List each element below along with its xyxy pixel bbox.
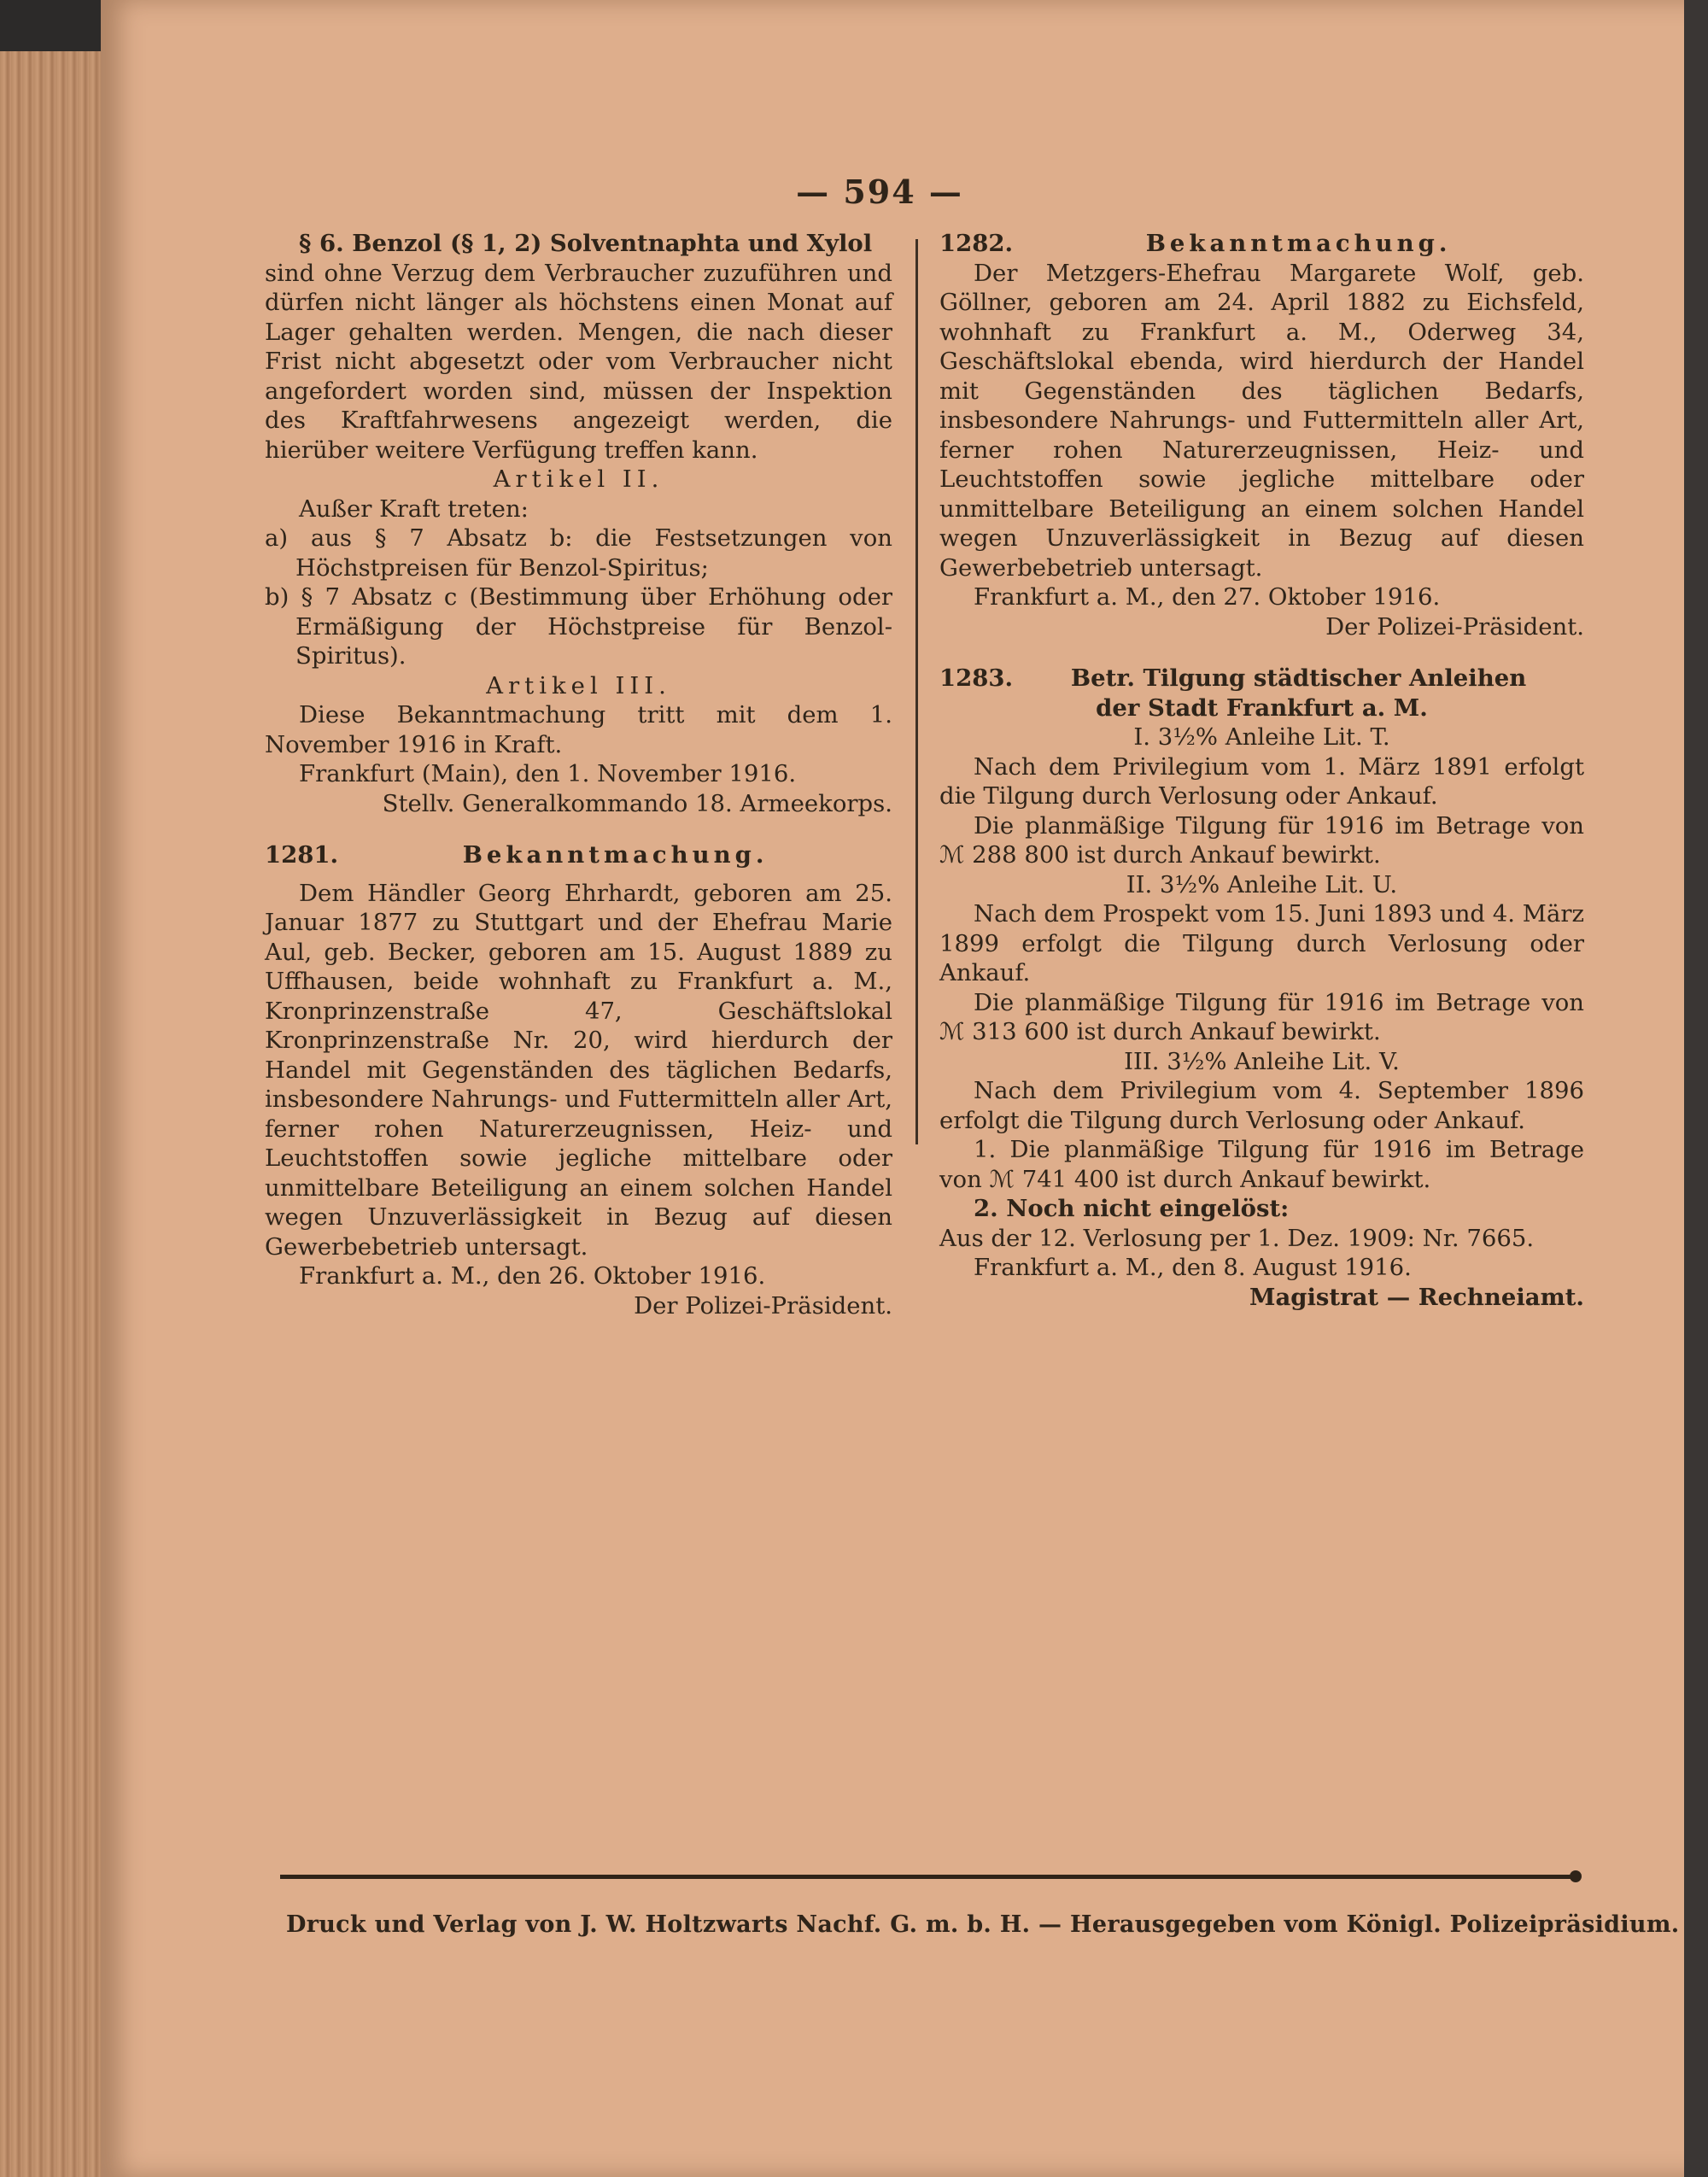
- left-column: [265, 229, 892, 1320]
- loan-t-paragraph-2: Die planmäßige Tilgung für 1916 im Betrage von ℳ 288 800 ist durch Ankauf bewirkt.: [939, 811, 1584, 869]
- notice-1282-body: Der Metzgers-Ehefrau Margarete Wolf, geb. Göllner, geboren am 24. April 1882 zu Eichsfeld, wohnhaft zu Frankfurt a. M., Oderweg 34, Geschäftslokal ebenda, wird hierdurch der Handel mit Gegenständen des täglichen Bedarfs, insbesondere Nahrungs- und Futtermitteln aller Art, ferner rohen Naturerzeugnissen, Heiz- und Leuchtstoffen sowie jegliche mittelbare oder unmittelbare Beteiligung an einem solchen Handel wegen Unzuverlässigkeit in Bezug auf diesen Gewerbebetrieb untersagt.: [939, 259, 1584, 582]
- notice-1283-number: 1283.: [939, 664, 1014, 692]
- notice-1283-signature: Magistrat — Rechneiamt.: [1249, 1283, 1584, 1311]
- loan-v-title: III. 3½% Anleihe Lit. V.: [1124, 1047, 1400, 1075]
- notice-1283-title: Betr. Tilgung städtischer Anleihen: [1070, 664, 1527, 692]
- notice-1281-signature: Der Polizei-Präsident.: [634, 1291, 892, 1320]
- notice-1283-subtitle: der Stadt Frankfurt a. M.: [1096, 693, 1428, 722]
- article-3-body: Diese Bekanntmachung tritt mit dem 1. November 1916 in Kraft.: [265, 701, 892, 758]
- notice-1281-date: Frankfurt a. M., den 26. Oktober 1916.: [299, 1262, 766, 1290]
- article-3-title: Artikel III.: [486, 671, 671, 699]
- notice-1282-title: Bekanntmachung.: [1145, 230, 1452, 257]
- notice-1282-signature: Der Polizei-Präsident.: [1325, 612, 1584, 641]
- scan-background-right: [1684, 0, 1708, 2177]
- article-2-item-a: a) aus § 7 Absatz b: die Festsetzungen von Höchstpreisen für Benzol-Spiritus;: [265, 524, 892, 582]
- loan-u-title: II. 3½% Anleihe Lit. U.: [1126, 870, 1398, 898]
- loan-v-paragraph-1: Nach dem Privilegium vom 4. September 1896 erfolgt die Tilgung durch Verlosung oder Ankauf.: [939, 1077, 1584, 1134]
- notice-1281-number: 1281.: [265, 841, 339, 869]
- loan-u-paragraph-2: Die planmäßige Tilgung für 1916 im Betrage von ℳ 313 600 ist durch Ankauf bewirkt.: [939, 988, 1584, 1045]
- article-2-intro: Außer Kraft treten:: [299, 495, 529, 523]
- notice-1282-date: Frankfurt a. M., den 27. Oktober 1916.: [974, 583, 1441, 611]
- loan-t-title: I. 3½% Anleihe Lit. T.: [1133, 723, 1390, 751]
- footer-rule: [280, 1875, 1580, 1879]
- article-3-signature: Stellv. Generalkommando 18. Armeekorps.: [382, 789, 892, 817]
- notice-1281-body: Dem Händler Georg Ehrhardt, geboren am 25. Januar 1877 zu Stuttgart und der Ehefrau Marie Aul, geb. Becker, geboren am 15. August 1889 zu Uffhausen, beide wohnhaft zu Frankfurt a. M., Kronprinzenstraße 47, Geschäftslokal Kronprinzenstraße Nr. 20, wird hierdurch der Handel mit Gegenständen des täglichen Bedarfs, insbesondere Nahrungs- und Futtermitteln aller Art, ferner rohen Naturerzeugnissen, Heiz- und Leuchtstoffen sowie jegliche mittelbare oder unmittelbare Beteiligung an einem solchen Handel wegen Unzuverlässigkeit in Bezug auf diesen Gewerbebetrieb untersagt.: [265, 879, 892, 1261]
- notice-1282-heading: [939, 229, 1584, 259]
- notice-1282-number: 1282.: [939, 230, 1014, 257]
- footer-rule-end-dot: [1570, 1870, 1582, 1882]
- notice-1281-heading: [265, 840, 892, 870]
- loan-v-paragraph-4: Aus der 12. Verlosung per 1. Dez. 1909: Nr. 7665.: [939, 1224, 1535, 1252]
- section-6-heading: § 6. Benzol (§ 1, 2) Solventnaphta und Xylol: [299, 230, 873, 257]
- notice-1283-date: Frankfurt a. M., den 8. August 1916.: [974, 1254, 1412, 1281]
- article-2-title: Artikel II.: [493, 465, 664, 493]
- article-2-item-b: b) § 7 Absatz c (Bestimmung über Erhöhung oder Ermäßigung der Höchstpreise für Benzol-Spiritus).: [265, 583, 892, 670]
- loan-v-paragraph-2: 1. Die planmäßige Tilgung für 1916 im Betrage von ℳ 741 400 ist durch Ankauf bewirkt.: [939, 1136, 1584, 1193]
- loan-t-paragraph-1: Nach dem Privilegium vom 1. März 1891 erfolgt die Tilgung durch Verlosung oder Ankauf.: [939, 752, 1584, 810]
- article-3-date: Frankfurt (Main), den 1. November 1916.: [299, 760, 797, 787]
- imprint-footer: Druck und Verlag von J. W. Holtzwarts Nachf. G. m. b. H. — Herausgegeben vom Königl. Polizeipräsidium.: [286, 1911, 1680, 1938]
- notice-1283-heading: [939, 664, 1584, 693]
- book-page-edges: [0, 51, 111, 2177]
- loan-v-paragraph-3: 2. Noch nicht eingelöst:: [974, 1195, 1290, 1222]
- right-column: [939, 229, 1584, 1312]
- column-divider: [915, 239, 918, 1144]
- loan-u-paragraph-1: Nach dem Prospekt vom 15. Juni 1893 und 4. März 1899 erfolgt die Tilgung durch Verlosung oder Ankauf.: [939, 900, 1584, 986]
- page-number: — 594 —: [796, 173, 963, 211]
- notice-1281-title: Bekanntmachung.: [462, 841, 769, 869]
- section-6-body: sind ohne Verzug dem Verbraucher zuzuführen und dürfen nicht länger als höchstens einen Monat auf Lager gehalten werden. Mengen, die nach dieser Frist nicht abgesetzt oder vom Verbraucher nicht angefordert worden sind, müssen der Inspektion des Kraftfahrwesens angezeigt werden, die hierüber weitere Verfügung treffen kann.: [265, 259, 892, 464]
